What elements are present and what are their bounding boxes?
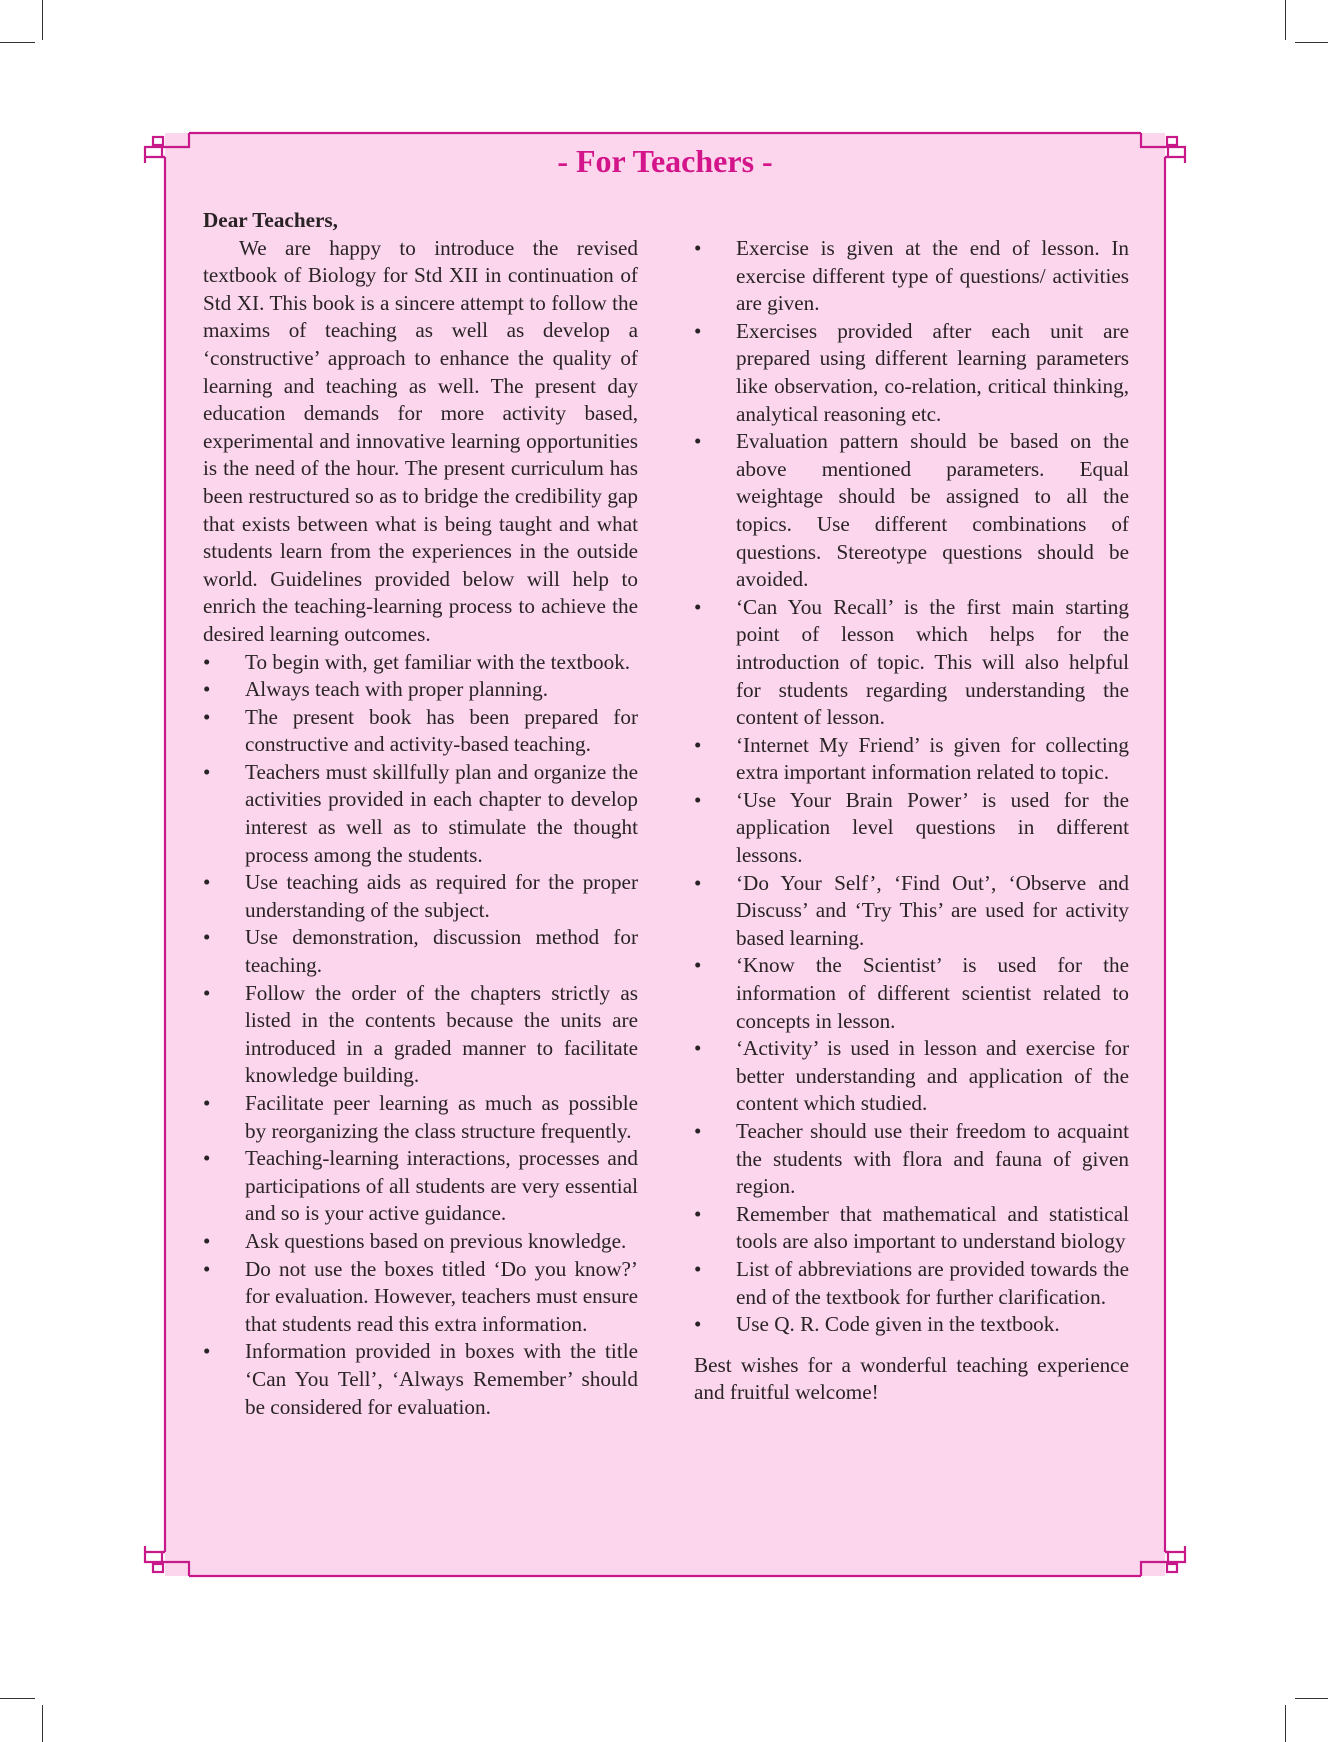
list-item: • Teachers must skillfully plan and organize the activities provided in each chapter to develop interest as well as to stimulate the thought process among the students. <box>203 759 638 867</box>
bullet-icon: • <box>203 759 211 784</box>
greeting: Dear Teachers, <box>203 208 338 232</box>
bullet-icon: • <box>694 594 702 619</box>
list-item: • Facilitate peer learning as much as possible by reorganizing the class structure frequently. <box>203 1091 638 1143</box>
bullet-icon: • <box>694 1201 702 1226</box>
right-guidelines-list <box>694 235 1129 1339</box>
bullet-icon: • <box>203 980 211 1005</box>
bullet-icon: • <box>203 1091 211 1115</box>
crop-mark-top-right-v <box>1285 0 1286 40</box>
list-item: • Teacher should use their freedom to acquaint the students with flora and fauna of given region. <box>694 1119 1129 1199</box>
bullet-icon: • <box>694 1312 702 1337</box>
list-item: • Do not use the boxes titled ‘Do you know?’ for evaluation. However, teachers must ensure that students read this extra information. <box>203 1256 638 1336</box>
list-item: • Exercise is given at the end of lesson. In exercise different type of questions/ activities are given. <box>694 236 1129 316</box>
list-item: • ‘Internet My Friend’ is given for collecting extra important information related to topic. <box>694 732 1129 785</box>
list-item: • To begin with, get familiar with the textbook. <box>203 649 638 677</box>
crop-mark-bottom-left-h <box>0 1698 35 1699</box>
list-item: • Use Q. R. Code given in the textbook. <box>694 1311 1129 1339</box>
crop-mark-bottom-right-h <box>1295 1698 1328 1699</box>
crop-mark-top-left-h <box>0 42 35 43</box>
bullet-icon: • <box>203 1256 211 1281</box>
bullet-icon: • <box>694 429 702 454</box>
bullet-icon: • <box>694 1119 702 1143</box>
list-item: • Use demonstration, discussion method for teaching. <box>203 925 638 978</box>
left-guidelines-list <box>203 649 638 1422</box>
list-item: • Always teach with proper planning. <box>203 676 638 704</box>
crop-mark-top-right-h <box>1295 42 1328 43</box>
bullet-icon: • <box>694 870 702 895</box>
bullet-icon: • <box>203 649 211 674</box>
list-item: • Ask questions based on previous knowledge. <box>203 1228 638 1256</box>
list-item: • ‘Do Your Self’, ‘Find Out’, ‘Observe and Discuss’ and ‘Try This’ are used for activity based learning. <box>694 870 1129 950</box>
crop-mark-top-left-v <box>42 0 43 40</box>
page-title: - For Teachers - <box>557 143 773 179</box>
list-item: • ‘Know the Scientist’ is used for the information of different scientist related to concepts in lesson. <box>694 953 1129 1033</box>
bullet-icon: • <box>694 1036 702 1061</box>
right-column <box>694 235 1129 1407</box>
list-item: • Remember that mathematical and statistical tools are also important to understand biology <box>694 1201 1129 1254</box>
bullet-icon: • <box>694 1256 702 1281</box>
bullet-icon: • <box>203 1339 211 1364</box>
list-item: • The present book has been prepared for constructive and activity-based teaching. <box>203 704 638 757</box>
bullet-icon: • <box>203 1146 211 1171</box>
list-item: • Use teaching aids as required for the proper understanding of the subject. <box>203 870 638 922</box>
closing-note: Best wishes for a wonderful teaching experience and fruitful welcome! <box>694 1352 1129 1405</box>
list-item: • ‘Use Your Brain Power’ is used for the application level questions in different lessons. <box>694 787 1129 868</box>
intro-paragraph: We are happy to introduce the revised textbook of Biology for Std XII in continuation of Std XI. This book is a sincere attempt to follow the maxims of teaching as well as develop a ‘constructive’ approach to enhance the quality of learning and teaching as well. The present day education demands for more activity based, experimental and innovative learning opportunities is the need of the hour. The present curriculum has been restructured so as to bridge the credibility gap that exists between what is being taught and what students learn from the experiences in the outside world. Guidelines provided below will help to enrich the teaching-learning process to achieve the desired learning outcomes. <box>203 235 638 646</box>
bullet-icon: • <box>203 1228 211 1253</box>
list-item: • Follow the order of the chapters strictly as listed in the contents because the units are introduced in a graded manner to facilitate knowledge building. <box>203 980 638 1088</box>
crop-mark-bottom-left-v <box>42 1705 43 1742</box>
bullet-icon: • <box>203 704 211 729</box>
crop-mark-bottom-right-v <box>1285 1705 1286 1742</box>
list-item: • List of abbreviations are provided towards the end of the textbook for further clarification. <box>694 1256 1129 1309</box>
for-teachers-panel <box>165 133 1165 1576</box>
list-item: • Information provided in boxes with the title ‘Can You Tell’, ‘Always Remember’ should be considered for evaluation. <box>203 1339 638 1419</box>
bullet-icon: • <box>694 953 702 978</box>
list-item: • Exercises provided after each unit are prepared using different learning parameters like observation, co-relation, critical thinking, analytical reasoning etc. <box>694 318 1129 426</box>
bullet-icon: • <box>694 236 702 260</box>
bullet-icon: • <box>694 732 702 757</box>
bullet-icon: • <box>203 870 211 895</box>
bullet-icon: • <box>694 318 702 343</box>
list-item: • Teaching-learning interactions, processes and participations of all students are very essential and so is your active guidance. <box>203 1146 638 1226</box>
list-item: • Evaluation pattern should be based on the above mentioned parameters. Equal weightage should be assigned to all the topics. Use different combinations of questions. Stereotype questions should be avoided. <box>694 429 1129 592</box>
list-item: • ‘Can You Recall’ is the first main starting point of lesson which helps for the introduction of topic. This will also helpful for students regarding understanding the content of lesson. <box>694 594 1129 730</box>
bullet-icon: • <box>203 677 211 702</box>
bullet-icon: • <box>203 925 211 950</box>
left-column <box>203 207 638 1421</box>
list-item: • ‘Activity’ is used in lesson and exercise for better understanding and application of the content which studied. <box>694 1036 1129 1116</box>
bullet-icon: • <box>694 787 702 812</box>
